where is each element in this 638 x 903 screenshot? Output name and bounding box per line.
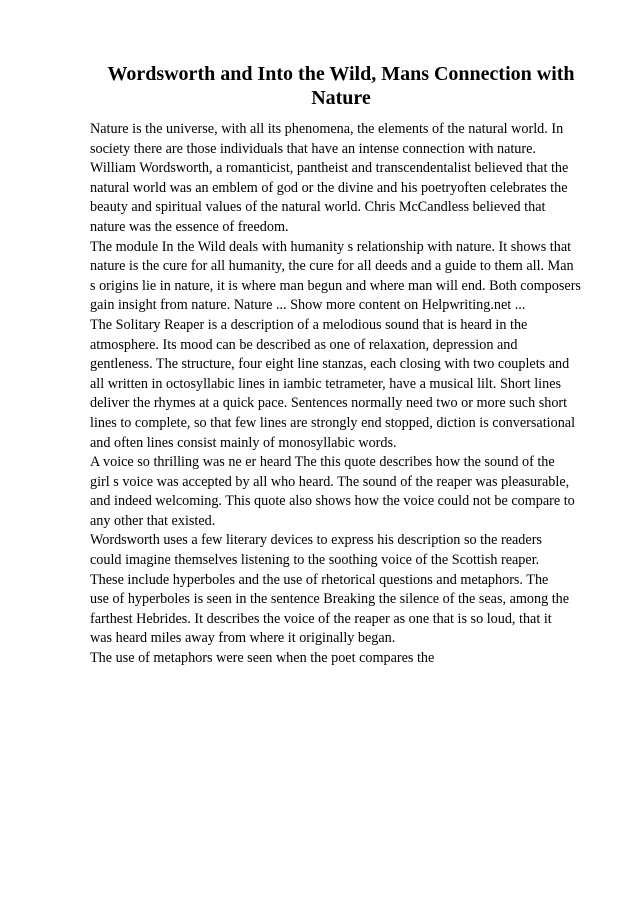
text-line: The use of metaphors were seen when the poet compares the [90, 650, 435, 667]
text-line: could imagine themselves listening to the soothing voice of the Scottish reaper. [90, 552, 540, 569]
text-line: farthest Hebrides. It describes the voice of the reaper as one that is so loud, that it [90, 610, 552, 627]
text-line: gain insight from nature. Nature ... Show more content on Helpwriting.net ... [90, 297, 526, 314]
text-line: any other that existed. [90, 512, 216, 529]
text-line: nature is the cure for all humanity, the cure for all deeds and a guide to them all. Man [90, 258, 574, 275]
text-line: use of hyperboles is seen in the sentence Breaking the silence of the seas, among the [90, 591, 570, 608]
text-line: s origins lie in nature, it is where man begun and where man will end. Both composers [90, 277, 581, 294]
text-line: and indeed welcoming. This quote also shows how the voice could not be compare to [90, 493, 575, 510]
text-line: gentleness. The structure, four eight line stanzas, each closing with two couplets and [90, 356, 570, 373]
text-line: William Wordsworth, a romanticist, pantheist and transcendentalist believed that the [90, 160, 569, 177]
text-line: beauty and spiritual values of the natural world. Chris McCandless believed that [90, 199, 546, 216]
document-title: Wordsworth and Into the Wild, Mans Connection with Nature [107, 63, 575, 109]
text-line: all written in octosyllabic lines in iambic tetrameter, have a musical lilt. Short lines [90, 375, 562, 392]
text-line: girl s voice was accepted by all who heard. The sound of the reaper was pleasurable, [90, 473, 570, 490]
text-line: The module In the Wild deals with humanity s relationship with nature. It shows that [90, 238, 572, 255]
text-line: deliver the rhymes at a quick pace. Sentences normally need two or more such short [90, 395, 568, 412]
text-line: nature was the essence of freedom. [90, 218, 289, 235]
text-line: These include hyperboles and the use of rhetorical questions and metaphors. The [90, 571, 549, 588]
text-line: natural world was an emblem of god or the divine and his poetryoften celebrates the [90, 179, 568, 196]
text-line: lines to complete, so that few lines are strongly end stopped, diction is conversational [90, 414, 576, 431]
text-line: Wordsworth uses a few literary devices to express his description so the readers [90, 532, 542, 549]
text-line: was heard miles away from where it originally began. [90, 630, 396, 647]
document-body [90, 120, 610, 669]
text-line: A voice so thrilling was ne er heard The this quote describes how the sound of the [90, 454, 555, 471]
text-line: Nature is the universe, with all its phenomena, the elements of the natural world. In [90, 121, 564, 137]
text-line: and often lines consist mainly of monosyllabic words. [90, 434, 397, 451]
text-line: The Solitary Reaper is a description of a melodious sound that is heard in the [90, 316, 528, 333]
text-line: society there are those individuals that have an intense connection with nature. [90, 140, 536, 157]
text-line: atmosphere. Its mood can be described as one of relaxation, depression and [90, 336, 518, 353]
